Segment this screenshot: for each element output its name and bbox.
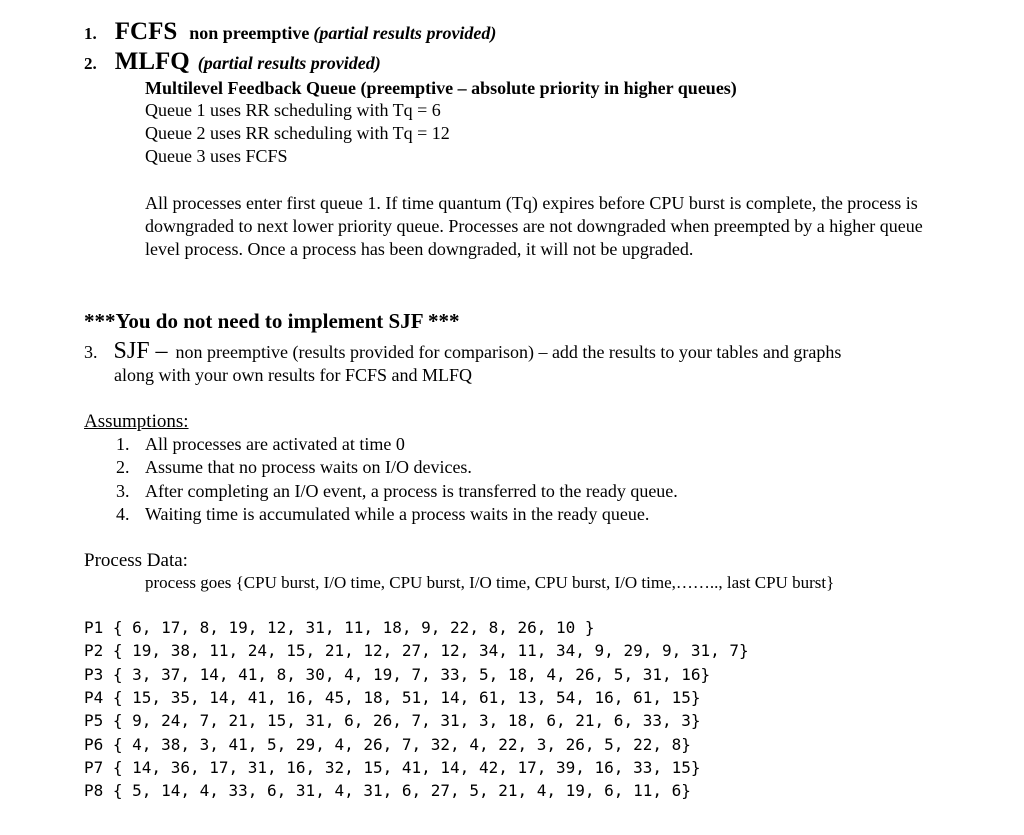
assumption-text: All processes are activated at time 0: [145, 434, 405, 454]
assumption-number: 2.: [116, 457, 130, 477]
assumption-text: Waiting time is accumulated while a process waits in the ready queue.: [145, 504, 650, 524]
section-3-description-continued: along with your own results for FCFS and MLFQ: [114, 365, 473, 385]
assumption-number: 1.: [116, 434, 130, 454]
section-1-number: 1.: [84, 24, 97, 43]
section-2-number: 2.: [84, 54, 97, 73]
process-row-p3: P3 { 3, 37, 14, 41, 8, 30, 4, 19, 7, 33, 5, 18, 4, 26, 5, 31, 16}: [84, 665, 711, 684]
process-row-p4: P4 { 15, 35, 14, 41, 16, 45, 18, 51, 14, 61, 13, 54, 16, 61, 15}: [84, 688, 701, 707]
process-row-p2: P2 { 19, 38, 11, 24, 15, 21, 12, 27, 12, 34, 11, 34, 9, 29, 9, 31, 7}: [84, 641, 749, 660]
sjf-notice: ***You do not need to implement SJF ***: [84, 309, 460, 333]
assumption-number: 4.: [116, 504, 130, 524]
assumption-item: [116, 457, 472, 478]
assumptions-title: Assumptions:: [84, 411, 189, 432]
assumption-item: [116, 481, 678, 502]
assumption-item: [116, 504, 650, 525]
section-3-description: non preemptive (results provided for comparison) – add the results to your tables and graphs: [175, 342, 842, 362]
section-3-number: 3.: [84, 342, 98, 362]
assumption-number: 3.: [116, 481, 130, 501]
assumption-text: After completing an I/O event, a process is transferred to the ready queue.: [145, 481, 678, 501]
process-row-p7: P7 { 14, 36, 17, 31, 16, 32, 15, 41, 14, 42, 17, 39, 16, 33, 15}: [84, 758, 701, 777]
mlfq-paragraph: All processes enter first queue 1. If time quantum (Tq) expires before CPU burst is complete, the process is downgraded to next lower priority queue. Processes are not downgraded when preempted by a higher queue level process. Once a process has been downgraded, it will not be upgraded.: [145, 193, 923, 259]
section-3-title: SJF –: [113, 338, 168, 364]
process-row-p8: P8 { 5, 14, 4, 33, 6, 31, 4, 31, 6, 27, 5, 21, 4, 19, 6, 11, 6}: [84, 781, 691, 800]
process-row-p5: P5 { 9, 24, 7, 21, 15, 31, 6, 26, 7, 31, 3, 18, 6, 21, 6, 33, 3}: [84, 711, 701, 730]
queue-3-line: Queue 3 uses FCFS: [145, 146, 288, 166]
section-2-title: MLFQ: [114, 48, 190, 75]
process-row-p6: P6 { 4, 38, 3, 41, 5, 29, 4, 26, 7, 32, 4, 22, 3, 26, 5, 22, 8}: [84, 735, 691, 754]
process-data-title: Process Data:: [84, 550, 188, 571]
section-1-title: FCFS: [114, 18, 178, 45]
process-row-p1: P1 { 6, 17, 8, 19, 12, 31, 11, 18, 9, 22, 8, 26, 10 }: [84, 618, 595, 637]
section-1-heading: [84, 18, 496, 46]
queue-1-line: Queue 1 uses RR scheduling with Tq = 6: [145, 100, 441, 120]
assumption-item: [116, 434, 405, 455]
section-1-subtitle: non preemptive: [189, 23, 310, 43]
section-2-note: (partial results provided): [197, 53, 381, 73]
assumption-text: Assume that no process waits on I/O devices.: [145, 457, 472, 477]
section-1-note: (partial results provided): [313, 23, 497, 43]
queue-2-line: Queue 2 uses RR scheduling with Tq = 12: [145, 123, 450, 143]
mlfq-heading: Multilevel Feedback Queue (preemptive – absolute priority in higher queues): [145, 78, 737, 98]
section-3-heading: [84, 338, 841, 365]
section-2-heading: [84, 48, 381, 76]
process-data-format: process goes {CPU burst, I/O time, CPU burst, I/O time, CPU burst, I/O time,…….., last CPU burst}: [145, 573, 835, 592]
